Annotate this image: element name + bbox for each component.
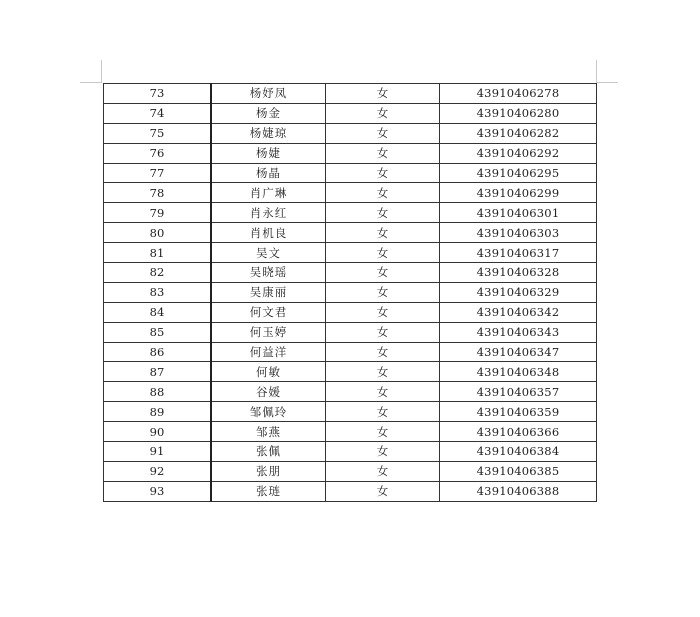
table-row bbox=[104, 243, 597, 263]
gender-cell: 女 bbox=[326, 263, 440, 283]
table-row bbox=[104, 362, 597, 382]
name-cell: 肖广琳 bbox=[211, 183, 326, 203]
name-cell: 杨婕 bbox=[211, 143, 326, 163]
name-cell: 何敏 bbox=[211, 362, 326, 382]
gender-cell: 女 bbox=[326, 302, 440, 322]
exam-id-cell: 43910406388 bbox=[440, 481, 597, 501]
row-number-cell: 89 bbox=[104, 402, 212, 422]
name-cell: 张朋 bbox=[211, 461, 326, 481]
exam-id-cell: 43910406384 bbox=[440, 442, 597, 462]
row-number-cell: 76 bbox=[104, 143, 212, 163]
gender-cell: 女 bbox=[326, 322, 440, 342]
table-row bbox=[104, 461, 597, 481]
crop-mark bbox=[101, 60, 102, 82]
gender-cell: 女 bbox=[326, 481, 440, 501]
table-row bbox=[104, 263, 597, 283]
row-number-cell: 87 bbox=[104, 362, 212, 382]
row-number-cell: 77 bbox=[104, 163, 212, 183]
name-cell: 邹佩玲 bbox=[211, 402, 326, 422]
row-number-cell: 83 bbox=[104, 282, 212, 302]
row-number-cell: 93 bbox=[104, 481, 212, 501]
row-number-cell: 92 bbox=[104, 461, 212, 481]
name-cell: 邹燕 bbox=[211, 422, 326, 442]
name-cell: 杨妤凤 bbox=[211, 84, 326, 104]
row-number-cell: 82 bbox=[104, 263, 212, 283]
table-row bbox=[104, 322, 597, 342]
table-row bbox=[104, 123, 597, 143]
exam-id-cell: 43910406295 bbox=[440, 163, 597, 183]
exam-id-cell: 43910406342 bbox=[440, 302, 597, 322]
name-cell: 张佩 bbox=[211, 442, 326, 462]
table-row bbox=[104, 84, 597, 104]
name-cell: 吴晓瑶 bbox=[211, 263, 326, 283]
exam-id-cell: 43910406299 bbox=[440, 183, 597, 203]
table-row bbox=[104, 342, 597, 362]
name-cell: 张琏 bbox=[211, 481, 326, 501]
row-number-cell: 73 bbox=[104, 84, 212, 104]
exam-id-cell: 43910406385 bbox=[440, 461, 597, 481]
name-cell: 杨金 bbox=[211, 103, 326, 123]
table-row bbox=[104, 382, 597, 402]
exam-id-cell: 43910406328 bbox=[440, 263, 597, 283]
row-number-cell: 88 bbox=[104, 382, 212, 402]
name-cell: 何玉婷 bbox=[211, 322, 326, 342]
row-number-cell: 74 bbox=[104, 103, 212, 123]
exam-id-cell: 43910406359 bbox=[440, 402, 597, 422]
exam-id-cell: 43910406343 bbox=[440, 322, 597, 342]
roster-table bbox=[103, 83, 597, 502]
gender-cell: 女 bbox=[326, 84, 440, 104]
row-number-cell: 80 bbox=[104, 223, 212, 243]
table-row bbox=[104, 422, 597, 442]
exam-id-cell: 43910406357 bbox=[440, 382, 597, 402]
table-row bbox=[104, 223, 597, 243]
gender-cell: 女 bbox=[326, 402, 440, 422]
row-number-cell: 84 bbox=[104, 302, 212, 322]
exam-id-cell: 43910406278 bbox=[440, 84, 597, 104]
gender-cell: 女 bbox=[326, 223, 440, 243]
exam-id-cell: 43910406317 bbox=[440, 243, 597, 263]
name-cell: 谷媛 bbox=[211, 382, 326, 402]
gender-cell: 女 bbox=[326, 183, 440, 203]
table-row bbox=[104, 302, 597, 322]
exam-id-cell: 43910406348 bbox=[440, 362, 597, 382]
gender-cell: 女 bbox=[326, 382, 440, 402]
roster-table-body bbox=[104, 84, 597, 502]
row-number-cell: 90 bbox=[104, 422, 212, 442]
row-number-cell: 81 bbox=[104, 243, 212, 263]
table-row bbox=[104, 103, 597, 123]
table-row bbox=[104, 203, 597, 223]
exam-id-cell: 43910406301 bbox=[440, 203, 597, 223]
name-cell: 吴文 bbox=[211, 243, 326, 263]
table-row bbox=[104, 183, 597, 203]
gender-cell: 女 bbox=[326, 103, 440, 123]
crop-mark bbox=[80, 82, 102, 83]
crop-mark bbox=[596, 82, 618, 83]
table-row bbox=[104, 402, 597, 422]
gender-cell: 女 bbox=[326, 123, 440, 143]
gender-cell: 女 bbox=[326, 461, 440, 481]
table-row bbox=[104, 163, 597, 183]
table-row bbox=[104, 143, 597, 163]
table-row bbox=[104, 481, 597, 501]
row-number-cell: 85 bbox=[104, 322, 212, 342]
name-cell: 杨晶 bbox=[211, 163, 326, 183]
name-cell: 何文君 bbox=[211, 302, 326, 322]
gender-cell: 女 bbox=[326, 282, 440, 302]
row-number-cell: 86 bbox=[104, 342, 212, 362]
exam-id-cell: 43910406292 bbox=[440, 143, 597, 163]
gender-cell: 女 bbox=[326, 422, 440, 442]
exam-id-cell: 43910406282 bbox=[440, 123, 597, 143]
row-number-cell: 79 bbox=[104, 203, 212, 223]
row-number-cell: 78 bbox=[104, 183, 212, 203]
gender-cell: 女 bbox=[326, 203, 440, 223]
gender-cell: 女 bbox=[326, 243, 440, 263]
gender-cell: 女 bbox=[326, 442, 440, 462]
gender-cell: 女 bbox=[326, 163, 440, 183]
table-row bbox=[104, 282, 597, 302]
exam-id-cell: 43910406280 bbox=[440, 103, 597, 123]
exam-id-cell: 43910406347 bbox=[440, 342, 597, 362]
name-cell: 杨婕琼 bbox=[211, 123, 326, 143]
name-cell: 何益洋 bbox=[211, 342, 326, 362]
table-row bbox=[104, 442, 597, 462]
gender-cell: 女 bbox=[326, 143, 440, 163]
gender-cell: 女 bbox=[326, 362, 440, 382]
row-number-cell: 91 bbox=[104, 442, 212, 462]
name-cell: 肖永红 bbox=[211, 203, 326, 223]
exam-id-cell: 43910406329 bbox=[440, 282, 597, 302]
gender-cell: 女 bbox=[326, 342, 440, 362]
exam-id-cell: 43910406303 bbox=[440, 223, 597, 243]
crop-mark bbox=[596, 60, 597, 82]
exam-id-cell: 43910406366 bbox=[440, 422, 597, 442]
name-cell: 肖机良 bbox=[211, 223, 326, 243]
row-number-cell: 75 bbox=[104, 123, 212, 143]
name-cell: 吴康丽 bbox=[211, 282, 326, 302]
